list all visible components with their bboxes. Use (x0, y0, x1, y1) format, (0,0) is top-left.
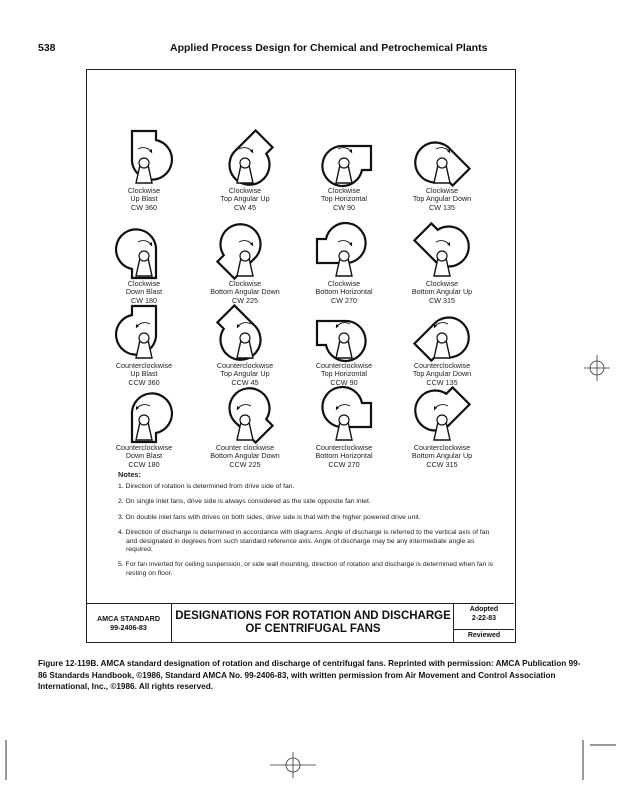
registration-mark-bottom (270, 752, 316, 778)
fan-diagram-item (292, 300, 396, 387)
fan-position: Top Angular Down (412, 194, 472, 204)
fan-rotation: Counterclockwise (315, 361, 373, 370)
fan-housing-icon (314, 300, 374, 362)
fan-rotation: Clockwise (327, 186, 361, 195)
standard-title-line-1: DESIGNATIONS FOR ROTATION AND DISCHARGE (175, 610, 451, 622)
fan-housing-icon (114, 125, 174, 187)
standard-cell (86, 604, 172, 642)
fan-position: Up Blast (130, 369, 158, 379)
fan-position: Bottom Angular Up (411, 287, 473, 297)
fan-housing-icon (215, 125, 275, 187)
fan-rotation: Clockwise (425, 186, 459, 195)
fan-position: Top Angular Down (412, 369, 472, 379)
fan-label (390, 444, 494, 469)
fan-diagram-item (92, 382, 196, 469)
fan-position: Bottom Horizontal (315, 287, 373, 297)
fan-position: Up Blast (130, 194, 158, 204)
fan-label (193, 187, 297, 212)
fan-code: CW 135 (429, 202, 455, 212)
fan-code: CCW 270 (328, 459, 360, 469)
standard-label: AMCA STANDARD (96, 614, 161, 623)
standard-title-line-2: OF CENTRIFUGAL FANS (245, 623, 381, 635)
fan-diagram-item (390, 218, 494, 305)
fan-housing-icon (114, 300, 174, 362)
fan-rotation: Clockwise (127, 186, 161, 195)
fan-diagram-item (193, 300, 297, 387)
fan-diagram-item (92, 125, 196, 212)
registration-mark-right (584, 355, 610, 381)
fan-position: Bottom Horizontal (315, 451, 373, 461)
fan-rotation: Clockwise (327, 279, 361, 288)
fan-rotation: Clockwise (228, 186, 262, 195)
reviewed-label: Reviewed (454, 629, 514, 643)
figure-caption: Figure 12-119B. AMCA standard designation of rotation and discharge of centrifugal fans. Reprinted with permission: AMCA Publication 99-86 Standards Handbook, ©1986, Standard AMCA No. 99-2406-83, with written permission from Air Movement and Control Association International, Inc., ©1986. All rights reserved. (38, 659, 581, 691)
fan-diagram-item (292, 218, 396, 305)
fan-housing-icon (114, 382, 174, 444)
fan-code: CW 270 (331, 295, 357, 305)
crop-mark-bottom-right-vertical (578, 740, 588, 780)
fan-housing-icon (412, 218, 472, 280)
page-number: 538 (38, 42, 56, 54)
fan-diagram-item (193, 382, 297, 469)
fan-rotation: Counterclockwise (216, 361, 274, 370)
fan-housing-icon (412, 300, 472, 362)
fan-position: Bottom Angular Up (411, 451, 473, 461)
fan-code: CW 315 (429, 295, 455, 305)
fan-diagram-item (390, 125, 494, 212)
standard-number: 99-2406-83 (110, 623, 147, 632)
fan-position: Down Blast (125, 287, 163, 297)
fan-rotation: Clockwise (228, 279, 262, 288)
fan-diagram-item (390, 382, 494, 469)
fan-diagram-item (193, 125, 297, 212)
fan-housing-icon (215, 218, 275, 280)
fan-diagram-item (390, 300, 494, 387)
fan-housing-icon (215, 382, 275, 444)
fan-diagram-item (92, 218, 196, 305)
note-1: 1. Direction of rotation is determined from drive side of fan. (118, 483, 295, 490)
fan-diagram-item (92, 300, 196, 387)
fan-housing-icon (314, 125, 374, 187)
fan-position: Bottom Angular Down (210, 451, 280, 461)
adopted-label: Adopted (469, 606, 499, 613)
notes-heading: Notes: (118, 470, 141, 479)
fan-housing-icon (314, 382, 374, 444)
fan-position: Bottom Angular Down (210, 287, 280, 297)
standard-title-cell (172, 604, 454, 642)
fan-position: Top Angular Up (220, 369, 270, 379)
note-3: 3. On double inlet fans with drives on both sides, drive side is that with the higher powered drive unit. (118, 513, 421, 521)
fan-position: Top Horizontal (321, 369, 367, 379)
fan-position: Top Angular Up (220, 194, 270, 204)
fan-code: CW 90 (333, 202, 355, 212)
fan-diagram-item (193, 218, 297, 305)
fan-rotation: Counterclockwise (115, 361, 173, 370)
title-block (86, 603, 514, 642)
fan-code: CCW 90 (330, 377, 358, 387)
note-2: 2. On single inlet fans, drive side is always considered as the side opposite fan inlet. (118, 498, 371, 506)
fan-code: CW 225 (232, 295, 258, 305)
fan-label (92, 187, 196, 212)
fan-rotation: Counterclockwise (315, 443, 373, 452)
fan-housing-icon (412, 125, 472, 187)
fan-housing-icon (114, 218, 174, 280)
fan-housing-icon (412, 382, 472, 444)
fan-code: CCW 315 (426, 459, 458, 469)
fan-position: Down Blast (125, 451, 163, 461)
fan-code: CW 45 (234, 202, 256, 212)
fan-label (390, 187, 494, 212)
fan-rotation: Counterclockwise (115, 443, 173, 452)
fan-housing-icon (314, 218, 374, 280)
fan-code: CCW 135 (426, 377, 458, 387)
crop-mark-bottom-left (0, 740, 12, 780)
fan-label (292, 444, 396, 469)
fan-code: CW 360 (131, 202, 157, 212)
fan-label (193, 444, 297, 469)
fan-code: CCW 360 (128, 377, 160, 387)
fan-label (292, 187, 396, 212)
fan-label (92, 444, 196, 469)
fan-code: CCW 180 (128, 459, 160, 469)
fan-rotation: Counter clockwise (215, 443, 275, 452)
note-5: 5. For fan inverted for ceiling suspension, or side wall mounting, direction of rotation and discharge is determined when fan is resting on floor. (118, 561, 494, 577)
fan-rotation: Clockwise (425, 279, 459, 288)
fan-rotation: Counterclockwise (413, 443, 471, 452)
note-4: 4. Direction of discharge is determined in accordance with diagrams. Angle of discharge is referred to the vertical axis of fan and designated in degrees from such standard reference axis. Angle of discharge may be any intermediate angle as required. (118, 529, 490, 554)
fan-rotation: Counterclockwise (413, 361, 471, 370)
adopted-date: 2-22-83 (471, 614, 497, 622)
fan-code: CCW 225 (229, 459, 261, 469)
crop-mark-bottom-right-horizontal (590, 742, 616, 748)
fan-diagram-item (292, 382, 396, 469)
fan-code: CCW 45 (231, 377, 259, 387)
running-header: Applied Process Design for Chemical and Petrochemical Plants (170, 42, 488, 54)
fan-position: Top Horizontal (321, 194, 367, 204)
fan-diagram-item (292, 125, 396, 212)
fan-housing-icon (215, 300, 275, 362)
dates-cell (453, 604, 514, 642)
fan-code: CW 180 (131, 295, 157, 305)
fan-rotation: Clockwise (127, 279, 161, 288)
notes-section (118, 470, 498, 585)
